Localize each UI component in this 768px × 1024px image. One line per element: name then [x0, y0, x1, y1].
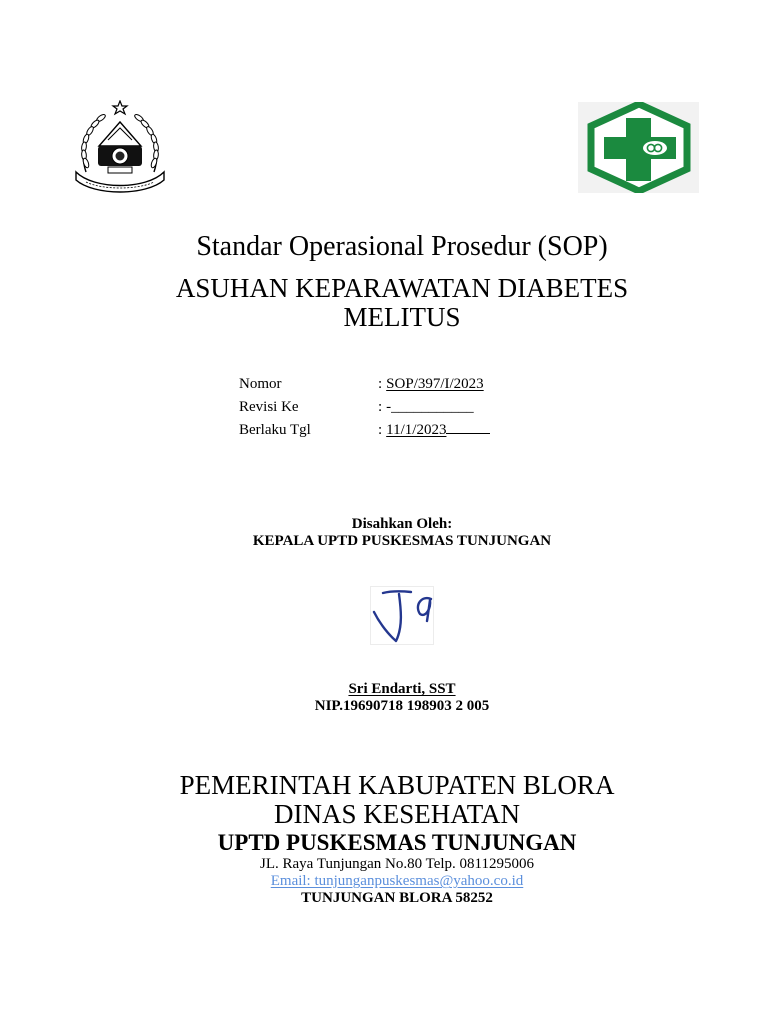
puskesmas-logo-graphic	[578, 102, 699, 193]
approval-heading: Disahkan Oleh:	[351, 516, 453, 532]
government-name: PEMERINTAH KABUPATEN BLORA	[179, 770, 615, 800]
blora-regency-emblem-icon	[72, 100, 168, 194]
meta-label: Berlaku Tgl	[239, 422, 311, 438]
meta-separator: :	[378, 422, 383, 438]
logo-lens	[643, 141, 667, 155]
puskesmas-logo-icon	[578, 102, 699, 193]
document-subtitle-line-2: MELITUS	[343, 302, 461, 332]
meta-label: Revisi Ke	[239, 399, 299, 415]
meta-value-blank-line	[446, 421, 490, 434]
document-title: Standar Operasional Prosedur (SOP)	[196, 231, 608, 262]
address-line: JL. Raya Tunjungan No.80 Telp. 0811295006	[260, 856, 534, 872]
meta-value: 11/1/2023	[386, 422, 447, 438]
unit-name: UPTD PUSKESMAS TUNJUNGAN	[217, 830, 577, 855]
meta-separator: :	[378, 376, 383, 392]
approval-position: KEPALA UPTD PUSKESMAS TUNJUNGAN	[252, 533, 552, 549]
emblem-ribbon	[76, 172, 164, 192]
email-line	[97, 872, 697, 890]
document-subtitle-line-1: ASUHAN KEPARAWATAN DIABETES	[175, 273, 629, 303]
meta-label: Nomor	[239, 376, 282, 392]
meta-row-nomor	[239, 375, 484, 393]
agency-name: DINAS KESEHATAN	[273, 799, 521, 829]
meta-row-berlaku	[239, 421, 490, 439]
signer-name: Sri Endarti, SST	[348, 681, 456, 697]
signature-icon	[370, 586, 434, 645]
emblem-building	[98, 122, 142, 173]
meta-row-revisi	[239, 398, 474, 416]
meta-value: -___________	[386, 399, 474, 415]
city-postal-line: TUNJUNGAN BLORA 58252	[301, 890, 493, 906]
meta-value: SOP/397/I/2023	[386, 376, 484, 392]
emblem-star	[113, 101, 127, 114]
meta-separator: :	[378, 399, 383, 415]
emblem-graphic	[72, 100, 168, 194]
signer-nip: NIP.19690718 198903 2 005	[314, 698, 490, 714]
email-link[interactable]: Email: tunjunganpuskesmas@yahoo.co.id	[270, 873, 524, 889]
signature-graphic	[371, 587, 433, 644]
